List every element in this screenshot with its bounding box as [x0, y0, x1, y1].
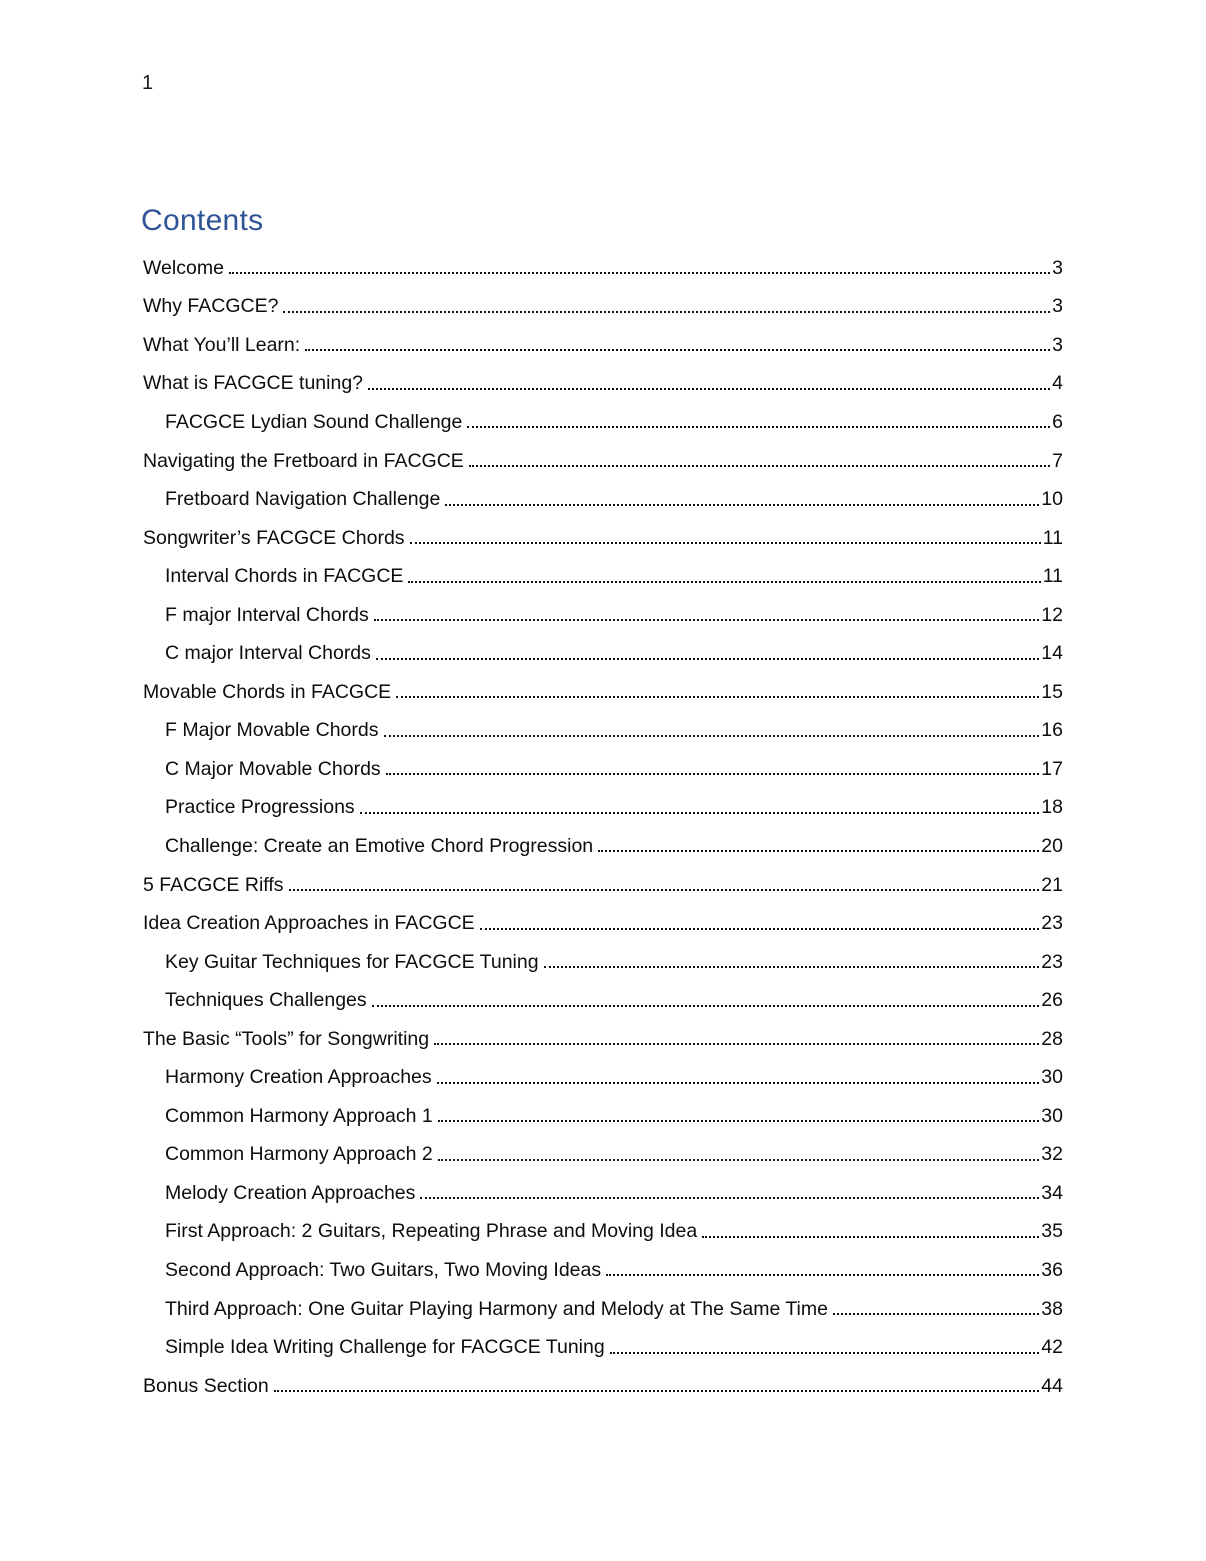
dot-leader — [438, 1159, 1040, 1161]
toc-entry-title: Why FACGCE? — [143, 295, 279, 318]
toc-entry-title: Simple Idea Writing Challenge for FACGCE Tuning — [165, 1336, 605, 1359]
dot-leader — [360, 812, 1040, 814]
toc-entry-title: Idea Creation Approaches in FACGCE — [143, 912, 475, 935]
dot-leader — [372, 1005, 1040, 1007]
toc-entry-title: Navigating the Fretboard in FACGCE — [143, 449, 464, 472]
toc-entry-page: 36 — [1041, 1258, 1063, 1281]
toc-entry-title: Techniques Challenges — [165, 989, 367, 1012]
toc-entry[interactable] — [143, 712, 1063, 751]
toc-entry-title: Third Approach: One Guitar Playing Harmony and Melody at The Same Time — [165, 1297, 828, 1320]
toc-entry-title: First Approach: 2 Guitars, Repeating Phrase and Moving Idea — [165, 1220, 698, 1243]
toc-entry-page: 23 — [1041, 912, 1063, 935]
toc-entry[interactable] — [143, 288, 1063, 327]
toc-entry[interactable] — [143, 326, 1063, 365]
toc-entry-page: 32 — [1041, 1143, 1063, 1166]
toc-entry-page: 30 — [1041, 1104, 1063, 1127]
toc-entry[interactable] — [143, 403, 1063, 442]
toc-entry-title: Practice Progressions — [165, 796, 355, 819]
toc-entry-page: 3 — [1052, 295, 1063, 318]
dot-leader — [386, 773, 1040, 775]
dot-leader — [396, 696, 1039, 698]
toc-entry[interactable] — [143, 1251, 1063, 1290]
toc-entry-title: Welcome — [143, 256, 224, 279]
dot-leader — [480, 928, 1040, 930]
toc-entry-page: 21 — [1041, 873, 1063, 896]
toc-entry-title: What You’ll Learn: — [143, 333, 301, 356]
toc-entry[interactable] — [143, 789, 1063, 828]
toc-entry[interactable] — [143, 1136, 1063, 1175]
toc-entry-page: 30 — [1041, 1066, 1063, 1089]
toc-entry[interactable] — [143, 904, 1063, 943]
dot-leader — [467, 426, 1050, 428]
toc-entry[interactable] — [143, 442, 1063, 481]
toc-entry-page: 35 — [1041, 1220, 1063, 1243]
toc-entry-title: Common Harmony Approach 1 — [165, 1104, 433, 1127]
toc-entry-title: Second Approach: Two Guitars, Two Moving Ideas — [165, 1258, 602, 1281]
toc-entry-page: 4 — [1052, 372, 1063, 395]
dot-leader — [410, 542, 1041, 544]
dot-leader — [283, 311, 1050, 313]
toc-entry-page: 11 — [1042, 565, 1063, 588]
dot-leader — [374, 619, 1040, 621]
toc-entry[interactable] — [143, 1097, 1063, 1136]
dot-leader — [420, 1197, 1039, 1199]
dot-leader — [702, 1236, 1039, 1238]
toc-entry-title: C Major Movable Chords — [165, 757, 381, 780]
toc-entry[interactable] — [143, 557, 1063, 596]
toc-entry-title: What is FACGCE tuning? — [143, 372, 364, 395]
toc-entry[interactable] — [143, 634, 1063, 673]
toc-entry[interactable] — [143, 1174, 1063, 1213]
dot-leader — [384, 735, 1040, 737]
dot-leader — [469, 465, 1050, 467]
toc-entry[interactable] — [143, 981, 1063, 1020]
toc-entry-title: Songwriter’s FACGCE Chords — [143, 526, 405, 549]
toc-entry-page: 12 — [1041, 603, 1063, 626]
toc-entry[interactable] — [143, 827, 1063, 866]
toc-entry[interactable] — [143, 750, 1063, 789]
dot-leader — [437, 1082, 1040, 1084]
toc-entry-title: 5 FACGCE Riffs — [143, 873, 284, 896]
toc-entry[interactable] — [143, 866, 1063, 905]
toc-entry-title: Interval Chords in FACGCE — [165, 565, 404, 588]
toc-entry[interactable] — [143, 365, 1063, 404]
toc-entry-page: 44 — [1041, 1374, 1063, 1397]
toc-entry-page: 16 — [1041, 719, 1063, 742]
toc-entry-title: Harmony Creation Approaches — [165, 1066, 432, 1089]
toc-entry-page: 28 — [1041, 1027, 1063, 1050]
toc-entry[interactable] — [143, 596, 1063, 635]
dot-leader — [544, 966, 1040, 968]
toc-entry[interactable] — [143, 1367, 1063, 1406]
dot-leader — [368, 388, 1050, 390]
toc-entry[interactable] — [143, 943, 1063, 982]
dot-leader — [438, 1120, 1040, 1122]
dot-leader — [833, 1313, 1039, 1315]
toc-entry-title: F Major Movable Chords — [165, 719, 379, 742]
toc-entry[interactable] — [143, 673, 1063, 712]
dot-leader — [606, 1274, 1039, 1276]
toc-entry[interactable] — [143, 1328, 1063, 1367]
toc-entry-page: 42 — [1041, 1336, 1063, 1359]
page-number: 1 — [142, 72, 154, 94]
toc-entry[interactable] — [143, 1213, 1063, 1252]
dot-leader — [289, 889, 1040, 891]
dot-leader — [274, 1390, 1040, 1392]
toc-entry-title: Fretboard Navigation Challenge — [165, 488, 441, 511]
dot-leader — [598, 850, 1039, 852]
toc-entry-page: 17 — [1041, 757, 1063, 780]
toc-entry-title: Movable Chords in FACGCE — [143, 680, 392, 703]
toc-entry-page: 7 — [1052, 449, 1063, 472]
toc-entry-page: 26 — [1041, 989, 1063, 1012]
toc-entry-title: FACGCE Lydian Sound Challenge — [165, 410, 463, 433]
toc-entry[interactable] — [143, 1020, 1063, 1059]
toc-entry-title: Bonus Section — [143, 1374, 269, 1397]
toc-entry-page: 38 — [1041, 1297, 1063, 1320]
dot-leader — [434, 1043, 1039, 1045]
toc-entry[interactable] — [143, 1058, 1063, 1097]
toc-entry-title: Challenge: Create an Emotive Chord Progression — [165, 834, 594, 857]
toc-entry-page: 34 — [1041, 1181, 1063, 1204]
toc-entry-title: Key Guitar Techniques for FACGCE Tuning — [165, 950, 539, 973]
toc-heading: Contents — [141, 204, 264, 237]
dot-leader — [610, 1352, 1040, 1354]
toc-entry-page: 23 — [1041, 950, 1063, 973]
toc-entry-page: 3 — [1052, 256, 1063, 279]
toc-entry-page: 18 — [1041, 796, 1063, 819]
toc-entry-title: The Basic “Tools” for Songwriting — [143, 1027, 430, 1050]
toc-entry-page: 20 — [1041, 834, 1063, 857]
toc-entry-page: 3 — [1052, 333, 1063, 356]
toc-entry[interactable] — [143, 519, 1063, 558]
toc-entry[interactable] — [143, 480, 1063, 519]
toc-entry-page: 15 — [1041, 680, 1063, 703]
toc-entry-page: 6 — [1052, 410, 1063, 433]
toc-list — [143, 249, 1063, 1405]
toc-entry-title: F major Interval Chords — [165, 603, 369, 626]
toc-entry-title: Melody Creation Approaches — [165, 1181, 416, 1204]
toc-entry-title: Common Harmony Approach 2 — [165, 1143, 433, 1166]
toc-entry[interactable] — [143, 249, 1063, 288]
toc-entry-page: 10 — [1041, 488, 1063, 511]
dot-leader — [408, 581, 1040, 583]
toc-entry-title: C major Interval Chords — [165, 642, 371, 665]
toc-entry-page: 11 — [1042, 526, 1063, 549]
dot-leader — [376, 658, 1039, 660]
dot-leader — [229, 272, 1050, 274]
toc-entry[interactable] — [143, 1290, 1063, 1329]
dot-leader — [305, 349, 1050, 351]
toc-entry-page: 14 — [1041, 642, 1063, 665]
dot-leader — [445, 504, 1039, 506]
